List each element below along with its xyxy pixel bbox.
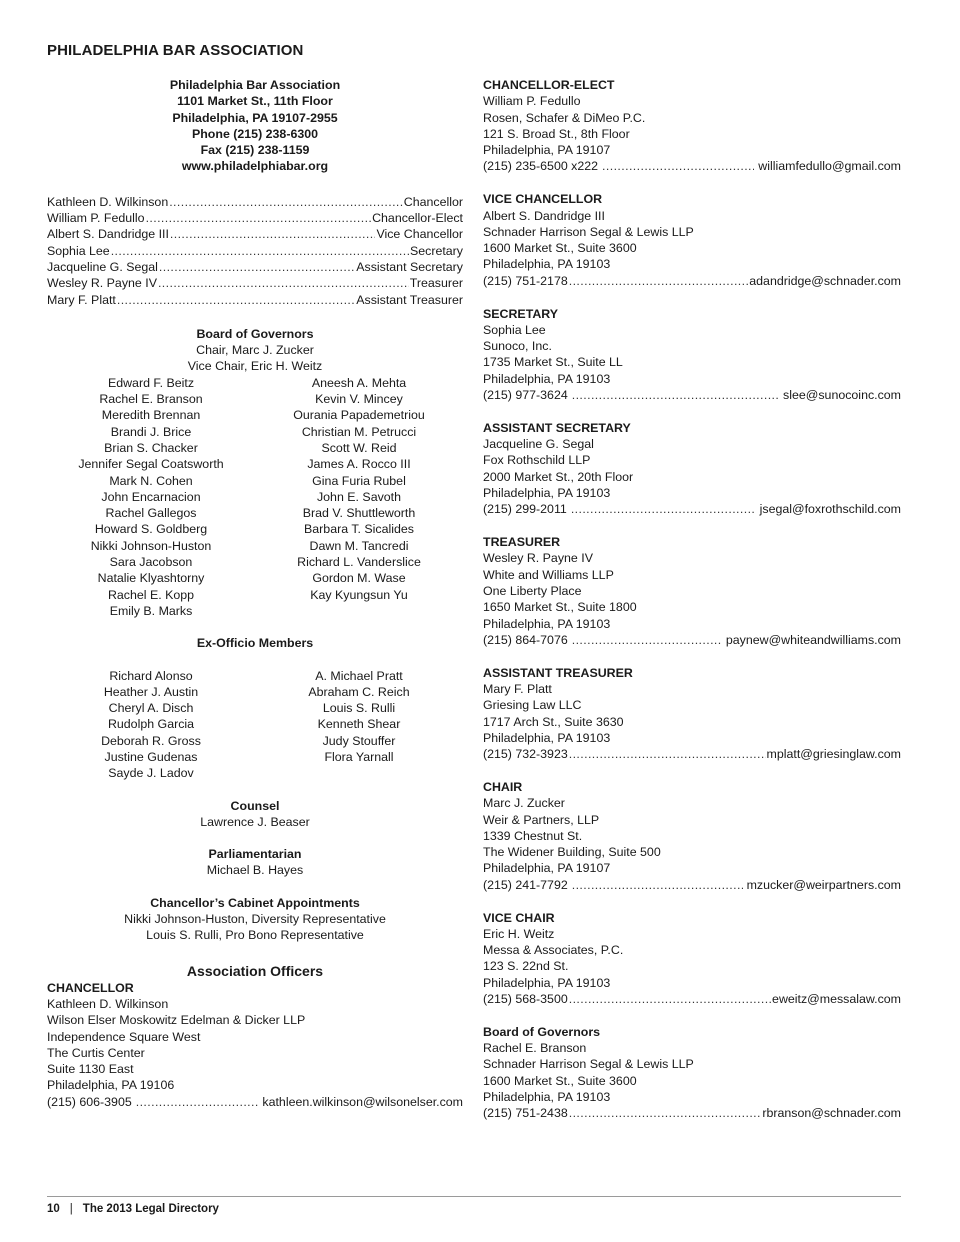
ex-officio-member: A. Michael Pratt xyxy=(315,668,403,683)
contact-line: The Widener Building, Suite 500 xyxy=(483,845,661,860)
board-members-col-1 xyxy=(47,375,255,619)
contact-phone-email xyxy=(483,1105,901,1121)
contact-phone-email xyxy=(483,991,901,1007)
board-member: Emily B. Marks xyxy=(109,603,193,618)
dot-leader xyxy=(111,243,409,259)
contact-heading: TREASURER xyxy=(483,535,561,550)
contact-line: 1600 Market St., Suite 3600 xyxy=(483,241,637,256)
officer-title: Treasurer xyxy=(409,276,463,291)
contact-line: Rosen, Schafer & DiMeo P.C. xyxy=(483,110,646,125)
counsel-heading: Counsel xyxy=(230,798,280,813)
board-member: Sara Jacobson xyxy=(109,555,193,570)
contact-heading: VICE CHANCELLOR xyxy=(483,192,603,207)
contact-treasurer xyxy=(483,534,901,648)
officers-list xyxy=(47,194,463,308)
contact-phone: (215) 751-2178 xyxy=(483,273,568,288)
contact-line: Weir & Partners, LLP xyxy=(483,812,600,827)
ex-officio-member: Rudolph Garcia xyxy=(107,717,195,732)
board-member: Nikki Johnson-Huston xyxy=(90,538,212,553)
parliamentarian-block xyxy=(47,846,463,879)
contact-line: William P. Fedullo xyxy=(483,94,581,109)
cabinet-line: Nikki Johnson-Huston, Diversity Representative xyxy=(124,912,386,927)
dot-leader xyxy=(146,210,372,226)
dot-leader xyxy=(572,387,779,403)
board-member: John Encarnacion xyxy=(101,489,201,504)
ex-officio-heading: Ex-Officio Members xyxy=(196,636,314,651)
board-member: Jennifer Segal Coatsworth xyxy=(78,457,224,472)
contact-line: 1735 Market St., Suite LL xyxy=(483,355,623,370)
ex-officio-member: Heather J. Austin xyxy=(103,684,199,699)
officer-row xyxy=(47,226,463,242)
contact-line: 121 S. Broad St., 8th Floor xyxy=(483,126,630,141)
chancellor-heading: CHANCELLOR xyxy=(47,980,134,995)
contact-phone-email xyxy=(483,877,901,893)
dot-leader xyxy=(569,991,771,1007)
board-member: John E. Savoth xyxy=(316,489,402,504)
contact-phone: (215) 606-3905 xyxy=(47,1094,132,1109)
org-website: www.philadelphiabar.org xyxy=(181,159,329,174)
contact-line: Rachel E. Branson xyxy=(483,1041,587,1056)
ex-officio-member: Judy Stouffer xyxy=(322,733,396,748)
parliamentarian-name: Michael B. Hayes xyxy=(206,863,304,878)
publication-title: The 2013 Legal Directory xyxy=(82,1203,219,1215)
contact-heading: CHAIR xyxy=(483,779,523,794)
officer-row xyxy=(47,243,463,259)
contact-line: 1717 Arch St., Suite 3630 xyxy=(483,714,624,729)
contact-line: The Curtis Center xyxy=(47,1045,145,1060)
board-member: Natalie Klyashtorny xyxy=(97,571,205,586)
ex-officio-member: Richard Alonso xyxy=(109,668,193,683)
contact-email[interactable]: adandridge@schnader.com xyxy=(749,273,901,288)
officer-row xyxy=(47,210,463,226)
counsel-name: Lawrence J. Beaser xyxy=(200,814,310,829)
officer-row xyxy=(47,194,463,210)
board-member: Brian S. Chacker xyxy=(104,440,198,455)
contact-line: Fox Rothschild LLP xyxy=(483,453,591,468)
contact-line: Eric H. Weitz xyxy=(483,926,555,941)
board-member: Barbara T. Sicalides xyxy=(304,522,414,537)
officer-title: Assistant Secretary xyxy=(356,259,463,274)
right-column xyxy=(483,77,901,1138)
contact-heading: Board of Governors xyxy=(483,1024,601,1039)
board-member: Kay Kyungsun Yu xyxy=(310,587,408,602)
contact-phone: (215) 241-7792 xyxy=(483,877,568,892)
dot-leader xyxy=(159,259,355,275)
board-member: Rachel Gallegos xyxy=(105,506,197,521)
contact-line: Kathleen D. Wilkinson xyxy=(47,996,169,1011)
contact-line: Philadelphia, PA 19107 xyxy=(483,143,611,158)
board-member: Howard S. Goldberg xyxy=(94,522,208,537)
dot-leader xyxy=(572,877,743,893)
ex-officio-member: Sayde J. Ladov xyxy=(108,766,194,781)
officer-row xyxy=(47,292,463,308)
board-heading: Board of Governors xyxy=(196,326,314,341)
cabinet-heading: Chancellor’s Cabinet Appointments xyxy=(150,895,360,910)
contact-line: Jacqueline G. Segal xyxy=(483,437,594,452)
page-number: 10 xyxy=(47,1203,60,1215)
dot-leader xyxy=(571,501,756,517)
org-fax: Fax (215) 238-1159 xyxy=(200,143,310,158)
contact-line: Sophia Lee xyxy=(483,322,546,337)
footer-divider xyxy=(47,1196,901,1197)
contact-line: Marc J. Zucker xyxy=(483,796,565,811)
contact-heading: ASSISTANT SECRETARY xyxy=(483,420,631,435)
board-member: Mark N. Cohen xyxy=(109,473,193,488)
dot-leader xyxy=(170,226,376,242)
board-member: Aneesh A. Mehta xyxy=(311,375,407,390)
contact-email[interactable]: mplatt@griesinglaw.com xyxy=(766,747,901,762)
board-member: Brandi J. Brice xyxy=(110,424,192,439)
contact-phone-email xyxy=(483,158,901,174)
association-officers-heading: Association Officers xyxy=(186,962,324,979)
dot-leader xyxy=(569,1105,762,1121)
contact-line: Philadelphia, PA 19107 xyxy=(483,861,611,876)
dot-leader xyxy=(602,158,754,174)
contact-line: Independence Square West xyxy=(47,1029,201,1044)
contact-email[interactable]: eweitz@messalaw.com xyxy=(772,992,901,1007)
cabinet-block xyxy=(47,895,463,944)
ex-officio-col-1 xyxy=(47,668,255,782)
officer-title: Secretary xyxy=(409,243,463,258)
contact-line: Schnader Harrison Segal & Lewis LLP xyxy=(483,224,694,239)
contact-phone: (215) 977-3624 xyxy=(483,388,568,403)
contact-line: 1339 Chestnut St. xyxy=(483,828,583,843)
contact-line: Sunoco, Inc. xyxy=(483,339,552,354)
contact-heading: SECRETARY xyxy=(483,306,559,321)
officer-name: William P. Fedullo xyxy=(47,211,145,226)
contact-heading: CHANCELLOR-ELECT xyxy=(483,78,615,92)
officer-row xyxy=(47,275,463,291)
contact-email[interactable]: paynew@whiteandwilliams.com xyxy=(725,632,901,647)
left-column xyxy=(47,77,463,1110)
contact-chair xyxy=(483,779,901,893)
org-address-line: Philadelphia, PA 19107-2955 xyxy=(172,110,338,125)
officer-title: Vice Chancellor xyxy=(376,227,463,242)
contact-line: 1600 Market St., Suite 3600 xyxy=(483,1073,637,1088)
contact-phone: (215) 864-7076 xyxy=(483,632,568,647)
board-members xyxy=(47,375,463,619)
officer-name: Kathleen D. Wilkinson xyxy=(47,194,169,209)
officer-row xyxy=(47,259,463,275)
contact-line: Wilson Elser Moskowitz Edelman & Dicker LLP xyxy=(47,1013,306,1028)
board-member: Christian M. Petrucci xyxy=(301,424,417,439)
contact-email[interactable]: williamfedullo@gmail.com xyxy=(758,159,901,174)
dot-leader xyxy=(569,746,766,762)
contact-line: Philadelphia, PA 19103 xyxy=(483,257,611,272)
ex-officio-member: Abraham C. Reich xyxy=(308,684,410,699)
contact-email[interactable]: slee@sunocoinc.com xyxy=(783,388,901,403)
contact-phone: (215) 235-6500 x222 xyxy=(483,159,599,174)
contact-line: Suite 1130 East xyxy=(47,1062,134,1077)
contact-line: Albert S. Dandridge III xyxy=(483,208,605,223)
chancellor-contact xyxy=(47,980,463,1110)
parliamentarian-heading: Parliamentarian xyxy=(208,847,302,862)
contact-line: White and Williams LLP xyxy=(483,567,614,582)
contact-line: Philadelphia, PA 19103 xyxy=(483,616,611,631)
contact-line: 123 S. 22nd St. xyxy=(483,959,569,974)
contact-line: Philadelphia, PA 19103 xyxy=(483,486,611,501)
contact-line: Mary F. Platt xyxy=(483,682,552,696)
board-vice-chair: Vice Chair, Eric H. Weitz xyxy=(187,359,323,374)
dot-leader xyxy=(569,273,749,289)
contact-phone-email xyxy=(483,501,901,517)
officer-title: Chancellor-Elect xyxy=(372,211,463,226)
board-member: Brad V. Shuttleworth xyxy=(302,506,416,521)
contact-line: Griesing Law LLC xyxy=(483,698,582,713)
org-address-line: 1101 Market St., 11th Floor xyxy=(177,94,333,109)
contact-phone-email xyxy=(483,746,901,762)
contact-line: Philadelphia, PA 19103 xyxy=(483,730,611,745)
officer-name: Sophia Lee xyxy=(47,243,110,258)
contact-email[interactable]: rbranson@schnader.com xyxy=(762,1106,901,1121)
contact-line: Philadelphia, PA 19103 xyxy=(483,1090,611,1105)
cabinet-line: Louis S. Rulli, Pro Bono Representative xyxy=(146,928,364,943)
ex-officio-member: Justine Gudenas xyxy=(104,749,198,764)
org-name: Philadelphia Bar Association xyxy=(169,78,341,92)
contact-phone-email xyxy=(483,632,901,648)
contact-heading: ASSISTANT TREASURER xyxy=(483,665,633,680)
contact-vice-chair xyxy=(483,910,901,1008)
contact-line: 2000 Market St., 20th Floor xyxy=(483,469,634,484)
ex-officio-list xyxy=(47,668,463,782)
ex-officio-members xyxy=(47,635,463,781)
contact-phone-email xyxy=(47,1094,463,1110)
contact-line: Schnader Harrison Segal & Lewis LLP xyxy=(483,1057,694,1072)
contact-line: 1650 Market St., Suite 1800 xyxy=(483,600,637,615)
ex-officio-col-2 xyxy=(255,668,463,782)
board-member: Rachel E. Kopp xyxy=(107,587,195,602)
contact-line: Philadelphia, PA 19103 xyxy=(483,975,611,990)
page-footer xyxy=(47,1201,219,1217)
officer-name: Jacqueline G. Segal xyxy=(47,259,158,274)
dot-leader xyxy=(572,632,722,648)
board-member: Gina Furia Rubel xyxy=(312,473,406,488)
board-member: Dawn M. Tancredi xyxy=(309,538,409,553)
contact-line: Wesley R. Payne IV xyxy=(483,551,593,566)
ex-officio-member: Cheryl A. Disch xyxy=(108,701,194,716)
contact-heading: VICE CHAIR xyxy=(483,910,555,925)
contact-line: Philadelphia, PA 19103 xyxy=(483,371,611,386)
contact-phone-email xyxy=(483,387,901,403)
contact-email[interactable]: kathleen.wilkinson@wilsonelser.com xyxy=(262,1094,463,1109)
contact-email[interactable]: jsegal@foxrothschild.com xyxy=(759,502,901,517)
officer-name: Wesley R. Payne IV xyxy=(47,276,157,291)
contact-assistant-treasurer xyxy=(483,665,901,763)
contact-chancellor-elect xyxy=(483,77,901,175)
contact-line: Messa & Associates, P.C. xyxy=(483,943,624,958)
board-member: Kevin V. Mincey xyxy=(315,392,403,407)
contact-phone: (215) 751-2438 xyxy=(483,1106,568,1121)
contact-phone: (215) 568-3500 xyxy=(483,992,568,1007)
org-phone: Phone (215) 238-6300 xyxy=(191,126,319,141)
section-title: PHILADELPHIA BAR ASSOCIATION xyxy=(47,42,304,59)
board-member: Meredith Brennan xyxy=(101,408,201,423)
board-member: James A. Rocco III xyxy=(307,457,411,472)
contact-board-of-governors xyxy=(483,1024,901,1122)
contact-phone-email xyxy=(483,273,901,289)
board-of-governors xyxy=(47,326,463,619)
contact-phone: (215) 732-3923 xyxy=(483,747,568,762)
board-member: Scott W. Reid xyxy=(321,440,397,455)
ex-officio-member: Louis S. Rulli xyxy=(322,701,396,716)
contact-phone: (215) 299-2011 xyxy=(483,502,567,517)
board-member: Edward F. Beitz xyxy=(107,375,195,390)
ex-officio-member: Deborah R. Gross xyxy=(101,733,201,748)
officer-name: Mary F. Platt xyxy=(47,292,116,307)
contact-email[interactable]: mzucker@weirpartners.com xyxy=(746,877,901,892)
board-chair: Chair, Marc J. Zucker xyxy=(196,343,314,358)
officer-title: Assistant Treasurer xyxy=(356,292,463,307)
dot-leader xyxy=(169,194,403,210)
board-member: Ourania Papademetriou xyxy=(293,408,425,423)
board-member: Richard L. Vanderslice xyxy=(297,555,421,570)
contact-assistant-secretary xyxy=(483,420,901,518)
board-member: Gordon M. Wase xyxy=(312,571,406,586)
footer-separator: | xyxy=(69,1203,73,1215)
ex-officio-member: Flora Yarnall xyxy=(324,749,394,764)
officer-title: Chancellor xyxy=(403,194,463,209)
dot-leader xyxy=(136,1094,259,1110)
contact-vice-chancellor xyxy=(483,191,901,289)
contact-line: Philadelphia, PA 19106 xyxy=(47,1078,175,1093)
counsel-block xyxy=(47,798,463,831)
contact-line: One Liberty Place xyxy=(483,584,582,599)
contact-secretary xyxy=(483,306,901,404)
dot-leader xyxy=(158,275,409,291)
ex-officio-member: Kenneth Shear xyxy=(317,717,401,732)
dot-leader xyxy=(117,292,355,308)
board-member: Rachel E. Branson xyxy=(99,392,203,407)
org-address-block xyxy=(47,77,463,175)
board-members-col-2 xyxy=(255,375,463,619)
officer-name: Albert S. Dandridge III xyxy=(47,227,169,242)
